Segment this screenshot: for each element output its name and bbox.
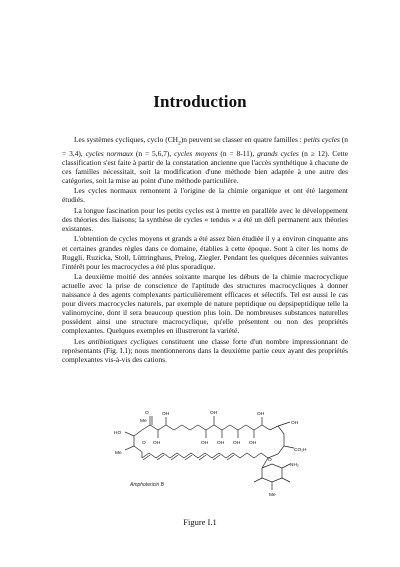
- label-cooh: CO₂H: [294, 448, 307, 453]
- figure-caption: Figure I.1: [183, 517, 217, 527]
- label-me-1: Me: [140, 419, 147, 424]
- label-oh-7: OH: [249, 441, 257, 446]
- term-cycles-normaux: cycles normaux: [85, 148, 134, 158]
- page-title: Introduction: [153, 92, 247, 111]
- p6-text-b: constituent une classe forte d'un nombre impressionnant de représentants (Fig. I.1); nous mentionnerons dans la deuxième partie ceux ayant des propriétés complexantes vis-à-vis des cations.: [62, 336, 349, 365]
- term-antibiotiques-cycliques: antibiotiques cycliques: [88, 336, 159, 346]
- term-grands-cycles: grands cycles: [257, 148, 299, 158]
- label-nh2: NH₂: [290, 463, 299, 468]
- label-ring-o: O: [268, 458, 272, 463]
- paragraph-6: [62, 337, 348, 364]
- label-oh-9: OH: [291, 421, 299, 426]
- amphotericin-structure: [112, 398, 312, 508]
- label-oh-3: OH: [201, 441, 209, 446]
- label-oh-4: OH: [210, 411, 218, 416]
- label-oh-8: OH: [257, 412, 265, 417]
- chemical-structure-figure: [112, 398, 312, 508]
- label-oh-1: OH: [162, 412, 170, 417]
- paragraph-3: La longue fascination pour les petits cycles est à mettre en parallèle avec le développement des théories des liaisons; la synthèse de cycles « tendus » a été un défi permanent aux théories existantes.: [62, 205, 348, 233]
- label-oh-2: OH: [153, 441, 161, 446]
- p1-text-c: (n = 3,4),: [62, 135, 348, 158]
- compound-name: Amphotericin B: [130, 482, 164, 488]
- p1-text-f: (n ≥ 12). Cette classification s'est faite à partir de la constatation ancienne que l'accès synthétique à chacune de ces familles nécessitait, soit la modification d'une méthode bien adaptée à une autre des catégories, soit la mise au point d'une méthode particulière.: [62, 148, 348, 185]
- term-petits-cycles: petits cycles: [303, 135, 340, 144]
- p1-text-e: (n = 8-11),: [217, 148, 258, 158]
- label-ho: HO: [114, 431, 122, 436]
- label-oh-6: OH: [233, 441, 241, 446]
- paragraph-2: Les cycles normaux remontent à l'origine de la chimie organique et ont été largement étudiés.: [62, 186, 348, 205]
- label-me-2: Me: [115, 451, 122, 456]
- label-oh-5: OH: [217, 441, 225, 446]
- p6-text-a: Les: [74, 336, 89, 346]
- p1-text-a: Les systèmes cycliques, cyclo (CH: [74, 135, 179, 144]
- p1-subscript: 2: [178, 140, 181, 147]
- label-me-3: Me: [269, 493, 276, 498]
- p1-text-d: (n = 5,6,7),: [133, 148, 175, 158]
- label-o-carbonyl: O: [145, 411, 149, 416]
- body-text: [62, 135, 348, 366]
- paragraph-4: L'obtention de cycles moyens et grands a été assez bien étudiée il y a environ cinquante ans et certaines grandes règles dans ce domaine, établies à cette époque. Sont à citer les noms de Ruggli, Ruzicka, Stoll, Lüttringhaus, Prelog, Ziegler. Pendant les quelques décennies suivantes l'intérêt pour les macrocycles a été plus sporadique.: [62, 234, 348, 271]
- paragraph-1: [62, 135, 348, 185]
- term-cycles-moyens: cycles moyens: [174, 148, 218, 158]
- label-o-ester: O: [142, 441, 146, 446]
- paragraph-5: La deuxième moitié des années soixante marque les débuts de la chimie macrocyclique actuelle avec la prise de conscience de l'aptitude des structures macrocycliques à donner naissance à des agents complexants particulièrement efficaces et sélectifs. Tel est aussi le cas pour divers macrocycles naturels, par exemple de nature peptidique ou depsipeptidique telle la valinomycine, dont il sera beaucoup question plus loin. De nombreuses substances naturelles possèdent ainsi une structure macrocyclique, qu'elle présentent ou non des propriétés complexantes. Quelques exemples en illustreront la variété.: [62, 272, 348, 336]
- p1-text-b: )n peuvent se classer en quatre familles :: [180, 135, 304, 144]
